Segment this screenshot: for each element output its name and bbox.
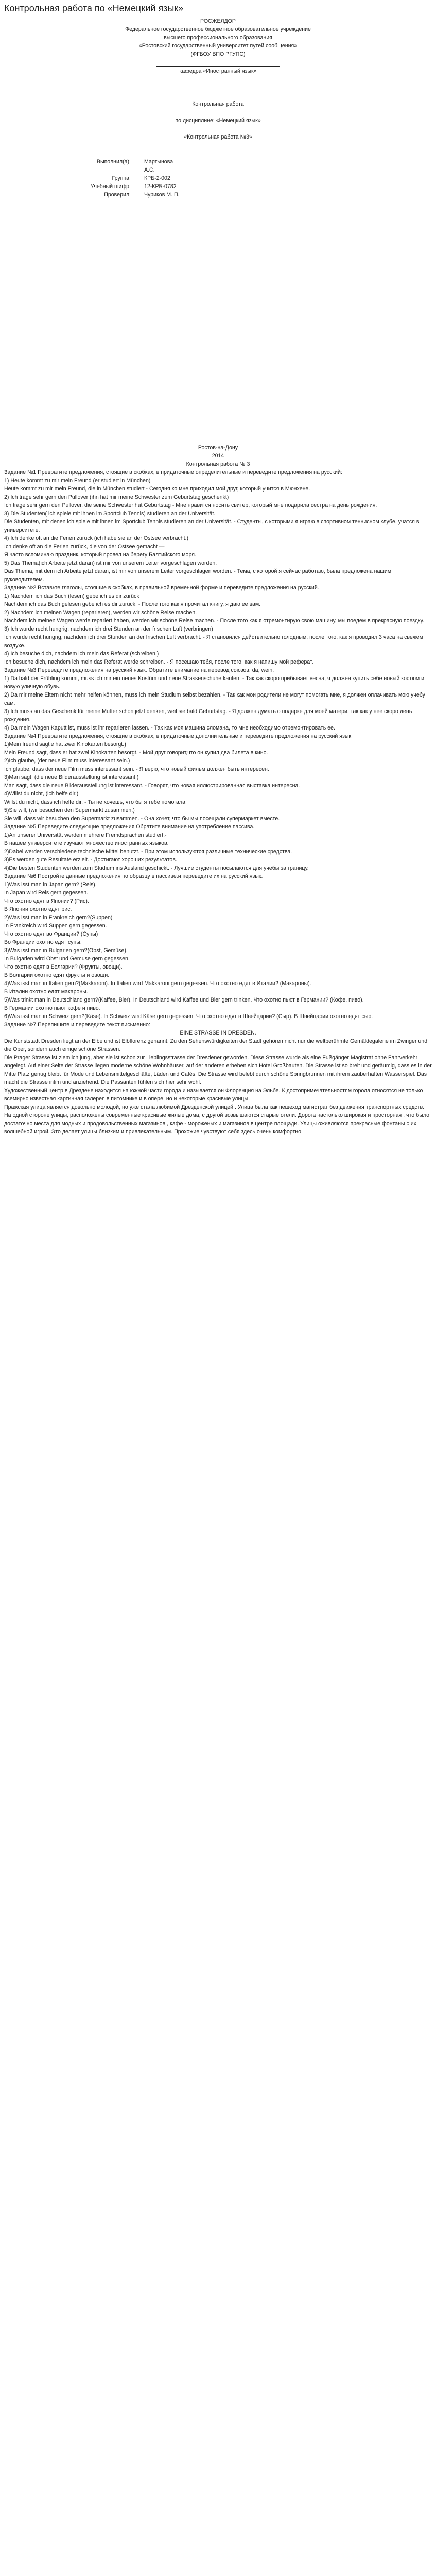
header-line-1: РОСЖЕЛДОР	[200, 18, 236, 24]
paragraph: 3)Was isst man in Bulgarien gern?(Obst, Gemüse).	[4, 947, 128, 954]
info-row	[85, 174, 186, 182]
paragraph: Что охотно едят в Японии? (Рис).	[4, 898, 89, 904]
paragraph: Die Kunststadt Dresden liegt an der Elbe und ist Elbflorenz genannt. Zu den Sehenswürdigkeiten der Stadt gehören nicht nur die weltberühmte Gemäldegalerie im Zwinger und die Oper, sondern auch einige schöne Strassen.	[4, 1038, 428, 1053]
paragraph: 4) Ich denke oft an die Ferien zurück (ich habe sie an der Ostsee verbracht.)	[4, 535, 189, 541]
paragraph: Ich trage sehr gern den Pullover, die seine Schwester hat Geburtstag - Мне нравится носить свитер, который мне подарила сестра на день рождения.	[4, 502, 377, 509]
paragraph: Nachdem ich meinen Wagen werde repariert haben, werden wir schöne Reise machen. - После того как я отремонтирую свою машину, мы поедем в прекрасную поездку.	[4, 618, 424, 624]
info-value: Мартынова	[144, 159, 173, 165]
info-row	[85, 158, 186, 166]
info-value: 12-КРБ-0782	[144, 183, 177, 190]
paragraph: In Frankreich wird Suppen gern gegessen.	[4, 923, 107, 929]
paragraph: Mein Freund sagt, dass er hat zwei Kinokarten besorgt. - Мой друг говорит,что он купил два билета в кино.	[4, 750, 268, 756]
paragraph: Что охотно едят в Болгарии? (Фрукты, овощи).	[4, 964, 123, 970]
paragraph: 5)Was trinkt man in Deutschland gern?(Kaffee, Bier). In Deutschland wird Kaffee und Bier gern trinken. Что охотно пьют в Германии? (Кофе, пиво).	[4, 997, 364, 1003]
paragraph: Задание №2 Вставьте глаголы, стоящие в скобках, в правильной временной форме и переведите предложения на русский.	[4, 585, 319, 591]
paragraph: 3) Ich muss an das Geschenk für meine Mutter schon jetzt denken, weil sie bald Geburtstag. - Я должен думать о подарке для моей матери, так как у нее скоро день рождения.	[4, 708, 412, 723]
info-value: А.С.	[144, 167, 155, 173]
paragraph: 3) Ich wurde recht hungrig, nachdem ich drei Stunden an der frischen Luft (verbringen)	[4, 626, 213, 632]
paragraph: Die Prager Strasse ist ziemlich jung, aber sie ist schon zur Lieblingsstrasse der Dresdener geworden. Diese Strasse wurde als eine Fußgänger Magistrat ohne Fahrverkehr angelegt. Auf einer Seite der Strasse liegen moderne schöne Wohnhäuser, auf der anderen erheben sich Hotel Großbauten. Die Strasse ist so breit und geräumig, dass es in der Mitte Platz genug bleibt für Mode und Lebensmittelgeschäfte, Läden und Cafés. Die Strasse wird belebt durch schöne Springbrunnen mit ihrem zauberhaften Wasserspiel. Das macht die Strasse intim und anziehend. Die Passanten fühlen sich hier sehr wohl.	[4, 1055, 432, 1086]
paragraph: Что охотно едят во Франции? (Супы)	[4, 931, 98, 937]
paragraph: В Германии охотно пьют кофе и пиво.	[4, 1005, 100, 1011]
paragraph: Задание №5 Переведите следующие предложения Обратите внимание на употребление пассива.	[4, 824, 255, 830]
info-key: Выполнил(а):	[96, 159, 131, 165]
paragraph: Die Studenten, mit denen ich spiele mit ihnen im Sportclub Tennis studieren an der Universität. - Студенты, с которыми я играю в спортивном теннисном клубе, учатся в университете.	[4, 519, 420, 533]
paragraph: Ich besuche dich, nachdem ich mein das Referat werde schreiben. - Я посещаю тебя, после того, как я напишу мой реферат.	[4, 659, 313, 665]
paragraph: 1) Da bald der Frühling kommt, muss ich mir ein neues Kostüm und neue Strassenschuhe kaufen. - Так как скоро прибывает весна, я должен купить себе новый костюм и новую уличную обувь.	[4, 675, 425, 690]
paragraph: 4) Ich besuche dich, nachdem ich mein das Referat (schreiben.)	[4, 651, 159, 657]
info-row	[85, 166, 186, 174]
paragraph: Художественный центр в Дрездене находится на южной части города и называется он Флоренция на Эльбе. К достопримечательностям города относятся не только всемирно известная картинная галерея в питомнике и в опере, но и некоторые красивые улицы.	[4, 1088, 423, 1102]
paragraph: 3)Man sagt, (die neue Bilderausstellung ist interessant.)	[4, 774, 139, 781]
paragraph: 1) Heute kommt zu mir mein Freund (er studiert in München)	[4, 478, 151, 484]
info-key: Проверил:	[104, 192, 131, 198]
info-row	[85, 182, 186, 191]
paragraph: 2)Was isst man in Frankreich gern?(Suppen)	[4, 914, 113, 921]
paragraph: Пражская улица является довольно молодой, но уже стала любимой Дрезденской улицей . Улица была как пешеход магистрат без движения транспортных средств. На одной стороне улицы, расположены современные красивые жилые дома, с другой возвышаются старые отели. Дорога настолько широкая и просторная , что было достаточно места для модных и продовольственных магазинов , кафе - мороженых и магазинов в центре площади. Улицы оживляются прекрасные фонтаны с их волшебной игрой. Это делает улицы близким и привлекательным. Прохожие чувствуют себя здесь очень комфортно.	[4, 1104, 430, 1135]
paragraph: EINE STRASSE IN DRESDEN.	[180, 1030, 256, 1036]
paragraph: 2) Da mir meine Eltern nicht mehr helfen können, muss ich mein Studium selbst bezahlen. - Так как мои родители не могут помогать мне, я должен оплачивать мою учебу сам.	[4, 692, 425, 706]
paragraph: Задание №6 Постройте данные предложения по образцу в пассиве.и переведите их на русский язык.	[4, 873, 263, 879]
paragraph: Sie will, dass wir besuchen den Supermarkt zusammen. - Она хочет, что бы мы посещали супермаркет вместе.	[4, 816, 280, 822]
paragraph: Во Франции охотно едят супы.	[4, 939, 82, 945]
paragraph: В Италии охотно едят макароны.	[4, 989, 88, 995]
paragraph: 1)An unserer Universität werden mehrere Fremdsprachen studiert.-	[4, 832, 167, 838]
page-title: Контрольная работа по «Немецкий язык»	[4, 3, 184, 13]
paragraph: Ich glaube, dass der neue Film muss interessant sein. - Я верю, что новый фильм должен быть интересен.	[4, 766, 269, 772]
paragraph: Nachdem ich das Buch gelesen gebe ich es dir zurück. - После того как я прочитал книгу, я даю ее вам.	[4, 601, 261, 607]
paragraph: Задание №4 Превратите предложения, стоящие в скобках, в придаточные дополнительные и переведите предложения на русский язык.	[4, 733, 353, 739]
document-page	[0, 0, 436, 1136]
task-paragraphs	[4, 468, 432, 1136]
paragraph: 2) Ich trage sehr gern den Pullover (ihn hat mir meine Schwester zum Geburtstag geschenkt)	[4, 494, 229, 500]
paragraph: Задание №1 Превратите предложения, стоящие в скобках, в придаточные определительные и переведите предложения на русский:	[4, 469, 342, 476]
header-line-5: (ФГБОУ ВПО РГУПС)	[190, 51, 246, 57]
paragraph: В Японии охотно едят рис.	[4, 906, 72, 912]
department: кафедра «Иностранный язык»	[179, 68, 257, 74]
paragraph: Ich wurde recht hungrig, nachdem ich drei Stunden an der frischen Luft verbracht. - Я становился действительно голодным, после того, как я проводил 3 часа на свежем воздухе.	[4, 634, 423, 649]
paragraph: 3) Die Studenten( ich spiele mit ihnen im Sportclub Tennis) studieren an der Universität.	[4, 511, 216, 517]
paragraph: 5)Sie will, (wir besuchen den Supermarkt zusammen.)	[4, 807, 135, 814]
paragraph: В Болгарии охотно едят фрукты и овощи.	[4, 972, 110, 978]
paragraph: 1)Was isst man in Japan gern? (Reis).	[4, 882, 97, 888]
student-info-table	[85, 158, 186, 199]
paragraph: 1) Nachdem ich das Buch (lesen) gebe ich es dir zurück	[4, 593, 139, 599]
header-line-4: «Ростовский государственный университет путей сообщения»	[138, 43, 298, 49]
paragraph: Heute kommt zu mir mein Freund, die in München studiert - Сегодня ко мне приходил мой друг, который учится в Мюнхене.	[4, 486, 310, 492]
year: 2014	[212, 453, 224, 459]
paragraph: In Japan wird Reis gern gegessen.	[4, 890, 89, 896]
work-number-2: Контрольная работа № 3	[186, 461, 250, 467]
info-key	[85, 166, 137, 174]
work-title: Контрольная работа	[192, 101, 244, 107]
discipline: по дисциплине: «Немецкий язык»	[175, 117, 261, 124]
info-value: Чуриков М. П.	[144, 192, 180, 198]
paragraph: Я часто вспоминаю праздник, который провел на берегу Балтийского моря.	[4, 552, 196, 558]
paragraph: Задание №7 Перепишите и переведите текст письменно:	[4, 1022, 150, 1028]
document-body	[4, 17, 432, 1136]
paragraph: 5) Das Thema(ich Arbeite jetzt daran) ist mir von unserem Leiter vorgeschlagen worden.	[4, 560, 217, 566]
paragraph: Man sagt, dass die neue Bilderausstellung ist interessant. - Говорят, что новая иллюстрированная выставка интересна.	[4, 783, 300, 789]
paragraph: Willst du nicht, dass ich helfe dir. - Ты не хочешь, что бы я тебе помогала.	[4, 799, 187, 805]
paragraph: 4)Was isst man in Italien gern?(Makkaroni). In Italien wird Makkaroni gern gegessen. Что охотно едят в Италии? (Макароны).	[4, 980, 311, 987]
paragraph: 2)Dabei werden verschiedene technische Mittel benutzt. - При этом используются различные технические средства.	[4, 849, 292, 855]
paragraph: В нашем университете изучают множество иностранных языков.	[4, 840, 169, 846]
info-key: Учебный шифр:	[90, 183, 131, 190]
paragraph: Das Thema, mit dem ich Arbeite jetzt daran, ist mir von unserem Leiter vorgeschlagen worden. - Тема, с которой я сейчас работаю, была предложена нашим руководителем.	[4, 568, 392, 583]
city: Ростов-на-Дону	[198, 445, 238, 451]
paragraph: 2)Ich glaube, (der neue Film muss interessant sein.)	[4, 758, 130, 764]
header-line-3: высшего профессионального образования	[164, 35, 272, 41]
info-key: Группа:	[112, 175, 131, 181]
paragraph: 3)Es werden gute Resultate erzielt. - Достигают хороших результатов.	[4, 857, 177, 863]
paragraph: Ich denke oft an die Ferien zurück, die von der Ostsee gemacht —	[4, 544, 165, 550]
paragraph: 4)Willst du nicht, (ich helfe dir.)	[4, 791, 79, 797]
paragraph: 6)Was isst man in Schweiz gern?(Käse). In Schweiz wird Käse gern gegessen. Что охотно едят в Швейцарии? (Сыр). В Швейцарии охотно едят сыр.	[4, 1013, 373, 1020]
paragraph: 2) Nachdem ich meinen Wagen (reparieren), werden wir schöne Reise machen.	[4, 609, 197, 616]
paragraph: Задание №3 Переведите предложения на русский язык. Обратите внимание на перевод союзов: da, wein.	[4, 667, 274, 673]
paragraph: In Bulgarien wird Obst und Gemuse gern gegessen.	[4, 956, 130, 962]
info-value: КРБ-2-002	[144, 175, 170, 181]
paragraph: 4) Da mein Wagen Kaputt ist, muss ist ihr reparieren lassen. - Так как моя машина сломана, то мне необходимо отремонтировать ее.	[4, 725, 335, 731]
header-line-2: Федеральное государственное бюджетное образовательное учреждение	[125, 26, 311, 32]
paragraph: 1)Mein freund sagtie hat zwei Kinokarten besorgt.)	[4, 741, 126, 748]
work-number: «Контрольная работа №3»	[184, 134, 252, 140]
paragraph: 4)Die besten Studenten werden zum Studium ins Ausland geschickt. - Лучшие студенты посылаются для учебы за границу.	[4, 865, 309, 871]
info-row	[85, 191, 186, 199]
